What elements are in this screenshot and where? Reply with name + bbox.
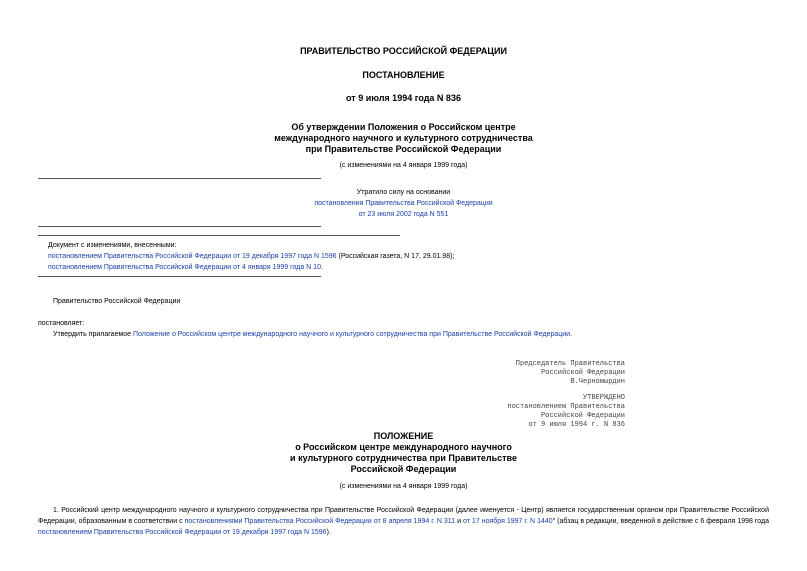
divider [38, 235, 400, 236]
signature-line: Председатель Правительства [515, 360, 625, 368]
approval-line: УТВЕРЖДЕНО [582, 394, 625, 402]
doc-title [0, 122, 807, 155]
doc-date-number: от 9 июля 1994 года N 836 [346, 93, 461, 103]
approval-line: от 9 июля 1994 г. N 836 [528, 421, 625, 429]
para-text: " (абзац в редакции, введенной в действие с 6 февраля 1998 года [552, 518, 769, 525]
amendment-source: . [320, 264, 323, 271]
approval-stamp [507, 394, 625, 430]
approval-line: постановлением Правительства [507, 403, 625, 411]
doc-title-line: Об утверждении Положения о Российском центре [291, 122, 516, 132]
amendment-item [48, 251, 454, 262]
regulation-title [0, 431, 807, 475]
invalid-decree-date-link[interactable]: от 23 июля 2002 года N 551 [358, 211, 449, 218]
signature-line: В.Черномырдин [570, 378, 625, 386]
org-heading: ПРАВИТЕЛЬСТВО РОССИЙСКОЙ ФЕДЕРАЦИИ [300, 46, 507, 56]
regulation-title-line: ПОЛОЖЕНИЕ [373, 431, 434, 441]
doc-title-line: международного научного и культурного сотрудничества [274, 133, 533, 143]
divider [38, 178, 321, 179]
approve-paragraph [53, 331, 572, 338]
amendment-source: (Российская газета, N 17, 29.01.98); [336, 253, 455, 260]
government-text: Правительство Российской Федерации [53, 298, 181, 305]
decrees-text: постановляет: [38, 320, 85, 327]
decree-1440-link[interactable]: от 17 ноября 1997 г. N 1440 [462, 518, 553, 525]
amendments-block [48, 240, 454, 273]
amendment-link[interactable]: постановлением Правительства Российской Федерации от 4 января 1999 года N 10 [48, 264, 321, 271]
invalid-notice: Утратило силу на основании [356, 189, 451, 196]
invalid-decree-link[interactable]: постановления Правительства Российской Федерации [314, 200, 493, 207]
amendment-item [48, 262, 454, 273]
divider [38, 276, 321, 277]
doc-title-line: при Правительстве Российской Федерации [305, 144, 502, 154]
approve-suffix: . [570, 331, 573, 338]
para-text: ). [326, 529, 331, 536]
para-text: и [455, 518, 463, 525]
approval-line: Российской Федерации [540, 412, 625, 420]
decree-311-link[interactable]: постановлениями Правительства Российской Федерации от 8 апреля 1994 г. N 311 [184, 518, 456, 525]
decree-1596-link[interactable]: постановлением Правительства Российской Федерации от 19 декабря 1997 года N 1596 [38, 529, 327, 536]
amendment-link[interactable]: постановлением Правительства Российской Федерации от 19 декабря 1997 года N 1596 [48, 253, 337, 260]
regulation-title-line: о Российском центре международного научного [295, 442, 512, 452]
amendments-intro: Документ с изменениями, внесенными: [48, 242, 177, 249]
doc-type: ПОСТАНОВЛЕНИЕ [362, 70, 445, 80]
regulation-changes-note: (с изменениями на 4 января 1999 года) [339, 483, 468, 490]
signature-line: Российской Федерации [540, 369, 625, 377]
divider [38, 226, 321, 227]
regulation-title-line: и культурного сотрудничества при Правительстве [290, 453, 517, 463]
changes-note: (с изменениями на 4 января 1999 года) [339, 162, 468, 169]
regulation-link[interactable]: Положение о Российском центре международного научного и культурного сотрудничества при Правительстве Российской Федерации [133, 331, 571, 338]
approve-prefix: Утвердить прилагаемое [53, 331, 134, 338]
signature-block [516, 360, 625, 387]
para-text: 1. Российский центр международного научного и культурного сотрудничества при Правительстве Российской Федерации (далее именуется - Центр) является государственным органом при Правительстве Российской Федерации, образованным в соответствии с [38, 507, 769, 525]
regulation-title-line: Российской Федерации [350, 464, 457, 474]
regulation-paragraph-1 [38, 505, 769, 538]
